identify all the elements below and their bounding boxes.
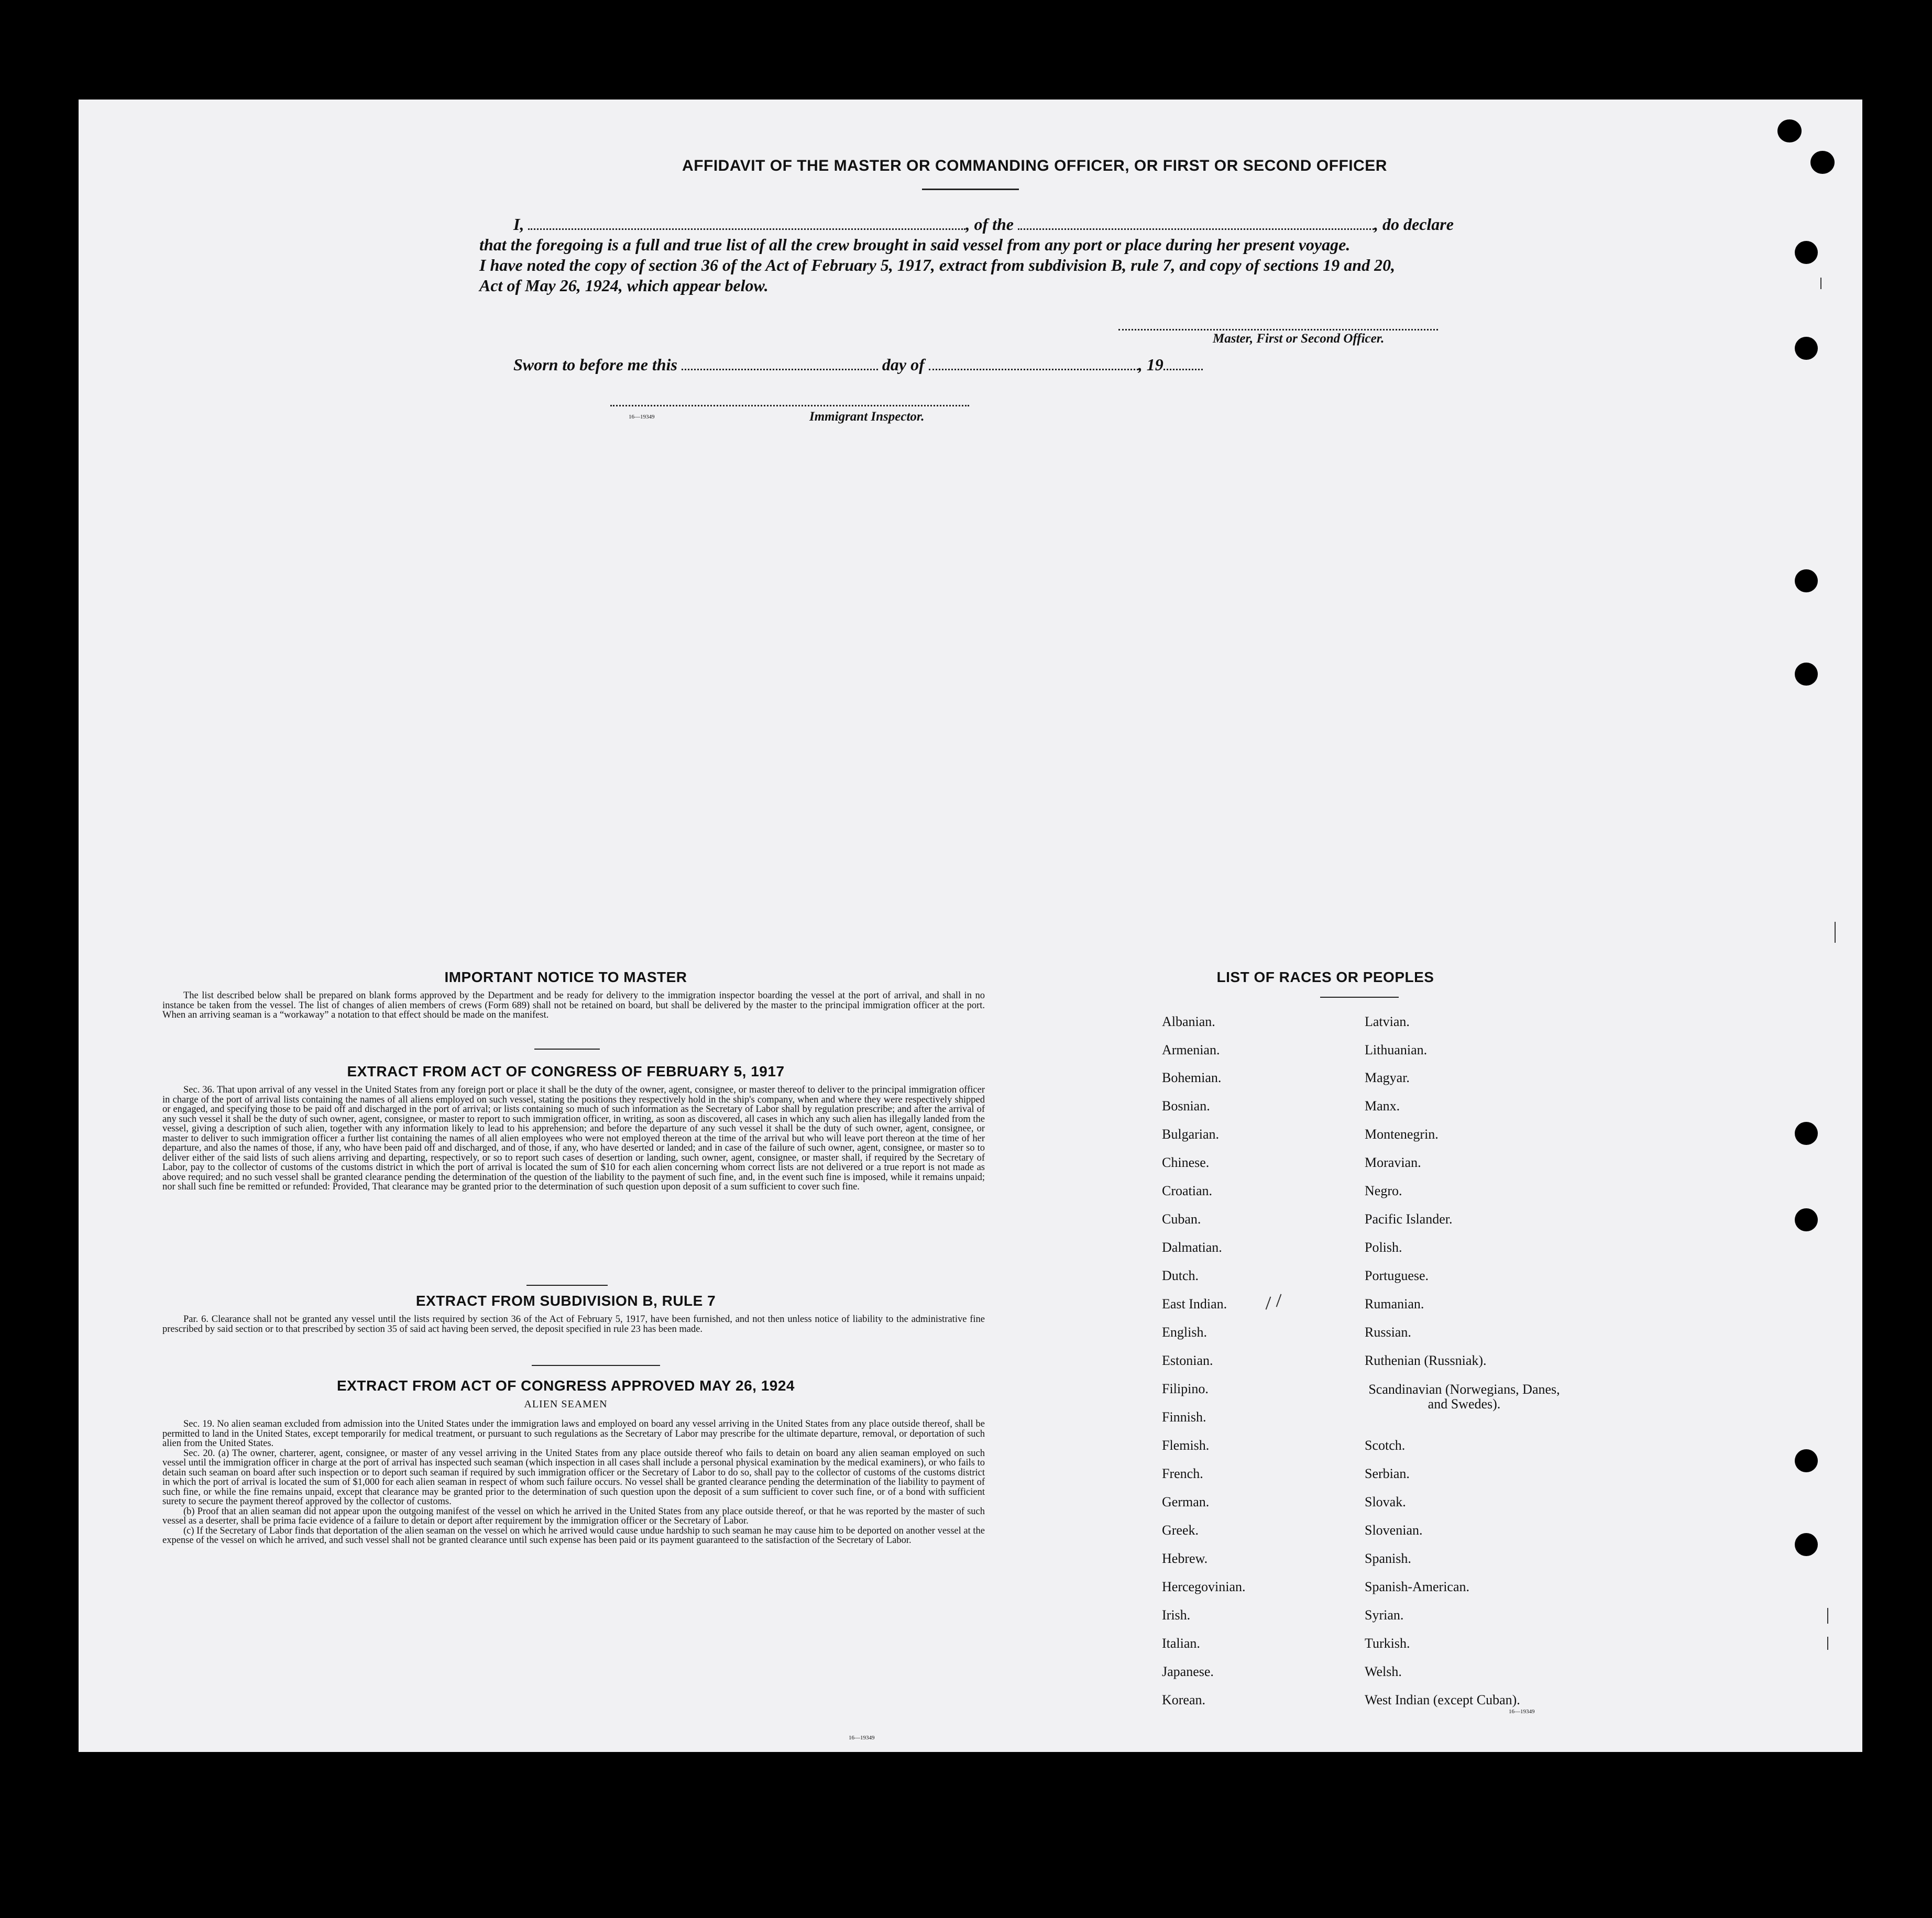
paragraph-6: Par. 6. Clearance shall not be granted any vessel until the lists required by section 36 of the Act of February 5, 1917, have been furnished, and not then unless notice of liability to the administrative fine prescribed by said section or to that prescribed by section 35 of said act having been served, the deposit specified in rule 23 has been made.	[162, 1314, 985, 1335]
punch-hole-icon	[1795, 337, 1818, 360]
race-right-item: Scandinavian (Norwegians, Danes, and Swedes).	[1368, 1382, 1560, 1412]
punch-hole-icon	[1795, 241, 1818, 264]
affidavit-line-3: I have noted the copy of section 36 of the Act of February 5, 1917, extract from subdivision B, rule 7, and copy of sections 19 and 20,	[479, 256, 1396, 274]
sworn-year-blank[interactable]	[1163, 368, 1203, 370]
race-right-item: Moravian.	[1365, 1155, 1421, 1170]
race-right-item: Polish.	[1365, 1240, 1402, 1255]
extract-1924-text	[162, 1419, 985, 1546]
section-20a-paragraph: Sec. 20. (a) The owner, charterer, agent, consignee, or master of any vessel arriving in the United States from any place outside thereof who fails to detain on board any alien seaman employed on such vessel until the immigration officer in charge at the port of arrival has inspected such seaman (which inspection in all cases shall include a personal physical examination by the medical examiners), or who fails to detain such seaman on board after such inspection or to deport such seaman if required by such immigration officer or the Secretary of Labor to do so, shall pay to the collector of customs of the customs district in which the port of arrival is located the sum of $1,000 for each alien seaman in respect of whom such failure occurs. No vessel shall be granted clearance pending the determination of the liability to payment of such fine, or while the fine remains unpaid, except that clearance may be granted prior to the determination of such question upon the deposit of a sum sufficient to cover such fine, or of a bond with sufficient surety to secure the payment thereof approved by the collector of customs.	[162, 1448, 985, 1507]
section-36-paragraph: Sec. 36. That upon arrival of any vessel in the United States from any foreign port or place it shall be the duty of the owner, agent, consignee, or master thereof to deliver to the principal immigration officer in charge of the port of arrival lists containing the names of all aliens employed on such vessel, stating the positions they respectively hold in the ship's company, when and where they were respectively shipped or engaged, and specifying those to be paid off and discharged in the port of arrival; or lists containing so much of such information as the Secretary of Labor shall by regulation prescribe; and after the arrival of any such vessel it shall be the duty of such owner, agent, consignee, or master to report to such immigration officer, in writing, as soon as discovered, all cases in which any such alien has illegally landed from the vessel, giving a description of such alien, together with any information likely to lead to his apprehension; and before the departure of any such vessel it shall be the duty of such owner, agent, consignee, or master to deliver to such immigration officer a further list containing the names of all alien employees who were not employed thereon at the time of the arrival but who will leave port thereon at the time of her departure, and also the names of those, if any, who have been paid off and discharged, and of those, if any, who have deserted or landed; and in case of the failure of such owner, agent, consignee, or master so to deliver either of the said lists of such aliens arriving and departing, respectively, or so to report such cases of desertion or landing, such owner, agent, consignee, or master shall, if required by the Secretary of Labor, pay to the collector of customs of the customs district in which the port of arrival is located the sum of $10 for each alien concerning whom correct lists are not delivered or a true report is not made as above required; and no such vessel shall be granted clearance pending the determination of the question of the liability to the payment of such fine, and, in the event such fine is imposed, while it remains unpaid; nor shall such fine be remitted or refunded: Provided, That clearance may be granted prior to the determination of such question upon deposit of a sum sufficient to cover such fine.	[162, 1085, 985, 1192]
rule7-rule	[532, 1365, 660, 1366]
title-rule	[922, 189, 1019, 190]
race-right-item: Russian.	[1365, 1325, 1411, 1340]
race-right-item: Spanish-American.	[1365, 1579, 1470, 1594]
race-right-item: Welsh.	[1365, 1664, 1402, 1679]
race-right-item: Pacific Islander.	[1365, 1211, 1453, 1227]
race-right-item: Ruthenian (Russniak).	[1365, 1353, 1487, 1368]
race-left-item: Hebrew.	[1162, 1551, 1208, 1566]
extract-1917-text	[162, 1085, 985, 1192]
punch-hole-icon	[1810, 151, 1835, 174]
extract-1917-rule	[526, 1285, 608, 1286]
extract-1917-title: EXTRACT FROM ACT OF CONGRESS OF FEBRUARY 5, 1917	[347, 1063, 785, 1079]
race-left-item: Greek.	[1162, 1523, 1199, 1538]
race-left-item: Bulgarian.	[1162, 1127, 1220, 1142]
race-right-item: Slovenian.	[1365, 1523, 1423, 1538]
race-left-item: Finnish.	[1162, 1409, 1206, 1425]
race-right-item: Scotch.	[1365, 1438, 1406, 1453]
race-left-item: Bosnian.	[1162, 1098, 1210, 1114]
scan-mark-icon	[1276, 1294, 1282, 1307]
scan-mark-icon	[1835, 922, 1836, 943]
race-right-item: Magyar.	[1365, 1070, 1410, 1085]
vessel-blank[interactable]	[1018, 228, 1374, 230]
master-signature-line[interactable]	[1118, 329, 1438, 330]
race-right-item: Rumanian.	[1365, 1296, 1424, 1311]
extract-form-number: 16—19349	[849, 1735, 875, 1741]
inspector-signature-line[interactable]	[610, 405, 969, 406]
affidavit-do-declare: , do declare	[1374, 215, 1454, 234]
affidavit-form-number: 16—19349	[629, 414, 655, 420]
race-left-item: German.	[1162, 1494, 1210, 1509]
scan-mark-icon	[1827, 1608, 1828, 1624]
affidavit-line-2: that the foregoing is a full and true list of all the crew brought in said vessel from any port or place during her present voyage.	[479, 235, 1351, 254]
race-right-item: Serbian.	[1365, 1466, 1410, 1481]
notice-rule	[534, 1049, 600, 1050]
race-left-item: Filipino.	[1162, 1381, 1209, 1396]
affidavit-line-4: Act of May 26, 1924, which appear below.	[479, 276, 769, 295]
race-left-item: Hercegovinian.	[1162, 1579, 1246, 1594]
scan-mark-icon	[1827, 1637, 1828, 1650]
race-right-item: Portuguese.	[1365, 1268, 1429, 1283]
race-left-item: Croatian.	[1162, 1183, 1213, 1198]
alien-seamen-subtitle: ALIEN SEAMEN	[524, 1398, 608, 1410]
race-left-item: Armenian.	[1162, 1042, 1220, 1057]
inspector-label: Immigrant Inspector.	[809, 410, 925, 424]
race-left-item: Chinese.	[1162, 1155, 1210, 1170]
race-left-item: Dutch.	[1162, 1268, 1199, 1283]
punch-hole-icon	[1795, 663, 1818, 686]
rule7-title: EXTRACT FROM SUBDIVISION B, RULE 7	[415, 1293, 716, 1309]
notice-paragraph: The list described below shall be prepared on blank forms approved by the Department and be ready for delivery to the immigration inspector boarding the vessel at the port of arrival, and shall in no instance be taken from the vessel. The list of changes of alien members of crews (Form 689) shall not be retained on board, but shall be delivered by the master to the principal immigration officer at the port. When an arriving seaman is a “workaway” a notation to that effect should be made on the manifest.	[162, 990, 985, 1020]
name-blank[interactable]	[528, 228, 965, 230]
notice-text	[162, 991, 985, 1020]
affidavit-i: I,	[513, 215, 524, 234]
sworn-year-prefix: , 19	[1138, 355, 1163, 374]
race-right-item: Syrian.	[1365, 1607, 1404, 1623]
race-right-item: Spanish.	[1365, 1551, 1411, 1566]
race-right-item: Latvian.	[1365, 1014, 1410, 1029]
races-rule	[1320, 997, 1399, 998]
sworn-line	[513, 355, 1203, 374]
race-right-item: Slovak.	[1365, 1494, 1406, 1509]
notice-title: IMPORTANT NOTICE TO MASTER	[444, 969, 687, 985]
form-page	[79, 100, 1862, 1752]
race-left-item: Flemish.	[1162, 1438, 1210, 1453]
affidavit-title: AFFIDAVIT OF THE MASTER OR COMMANDING OFFICER, OR FIRST OR SECOND OFFICER	[682, 157, 1387, 174]
races-title: LIST OF RACES OR PEOPLES	[1216, 969, 1434, 985]
punch-hole-icon	[1795, 1122, 1818, 1145]
scan-mark-icon	[1266, 1296, 1271, 1309]
race-right-item: Manx.	[1365, 1098, 1400, 1114]
punch-hole-icon	[1795, 1208, 1818, 1231]
race-left-item: Irish.	[1162, 1607, 1191, 1623]
section-20b-paragraph: (b) Proof that an alien seaman did not appear upon the outgoing manifest of the vessel on which he arrived in the United States from any place outside thereof, or that he was reported by the master of such vessel as a deserter, shall be prima facie evidence of a failure to detain or deport after requirement by the immigration officer or the Secretary of Labor.	[162, 1506, 985, 1526]
section-19-paragraph: Sec. 19. No alien seaman excluded from admission into the United States under the immigration laws and employed on board any vessel arriving in the United States from any place outside thereof, shall be permitted to land in the United States, except temporarily for medical treatment, or pursuant to such regulations as the Secretary of Labor may prescribe for the ultimate departure, removal, or deportation of such alien from the United States.	[162, 1419, 985, 1449]
race-right-item: Negro.	[1365, 1183, 1402, 1198]
race-right-item: Montenegrin.	[1365, 1127, 1439, 1142]
sworn-day-of: day of	[882, 355, 925, 374]
section-20c-paragraph: (c) If the Secretary of Labor finds that deportation of the alien seaman on the vessel on which he arrived would cause undue hardship to such seaman he may cause him to be deported on another vessel at the expense of the vessel on which he arrived, and such vessel shall not be granted clearance until such expense has been paid or its payment guaranteed to the satisfaction of the Secretary of Labor.	[162, 1525, 985, 1546]
race-right-item: Turkish.	[1365, 1636, 1410, 1651]
extract-1924-title: EXTRACT FROM ACT OF CONGRESS APPROVED MAY 26, 1924	[337, 1377, 795, 1394]
sworn-day-blank[interactable]	[682, 368, 878, 370]
punch-hole-icon	[1795, 1449, 1818, 1472]
affidavit-line-1	[513, 215, 1454, 234]
affidavit-of-the: , of the	[965, 215, 1014, 234]
sworn-month-blank[interactable]	[929, 368, 1138, 370]
race-left-item: Albanian.	[1162, 1014, 1215, 1029]
race-left-item: Dalmatian.	[1162, 1240, 1222, 1255]
punch-hole-icon	[1795, 569, 1818, 592]
race-left-item: Estonian.	[1162, 1353, 1213, 1368]
race-left-item: English.	[1162, 1325, 1207, 1340]
race-left-item: Bohemian.	[1162, 1070, 1222, 1085]
race-left-item: Korean.	[1162, 1692, 1206, 1707]
scan-mark-icon	[1820, 278, 1821, 289]
race-right-item: West Indian (except Cuban).	[1365, 1692, 1520, 1707]
race-left-item: Japanese.	[1162, 1664, 1214, 1679]
race-left-item: French.	[1162, 1466, 1203, 1481]
punch-hole-icon	[1777, 119, 1802, 142]
race-left-item: East Indian.	[1162, 1296, 1227, 1311]
rule7-text	[162, 1315, 985, 1334]
races-form-number: 16—19349	[1509, 1708, 1535, 1715]
sworn-text: Sworn to before me this	[513, 355, 677, 374]
race-left-item: Italian.	[1162, 1636, 1200, 1651]
punch-hole-icon	[1795, 1533, 1818, 1556]
race-left-item: Cuban.	[1162, 1211, 1201, 1227]
race-right-item: Lithuanian.	[1365, 1042, 1428, 1057]
master-signature-label: Master, First or Second Officer.	[1213, 332, 1385, 346]
